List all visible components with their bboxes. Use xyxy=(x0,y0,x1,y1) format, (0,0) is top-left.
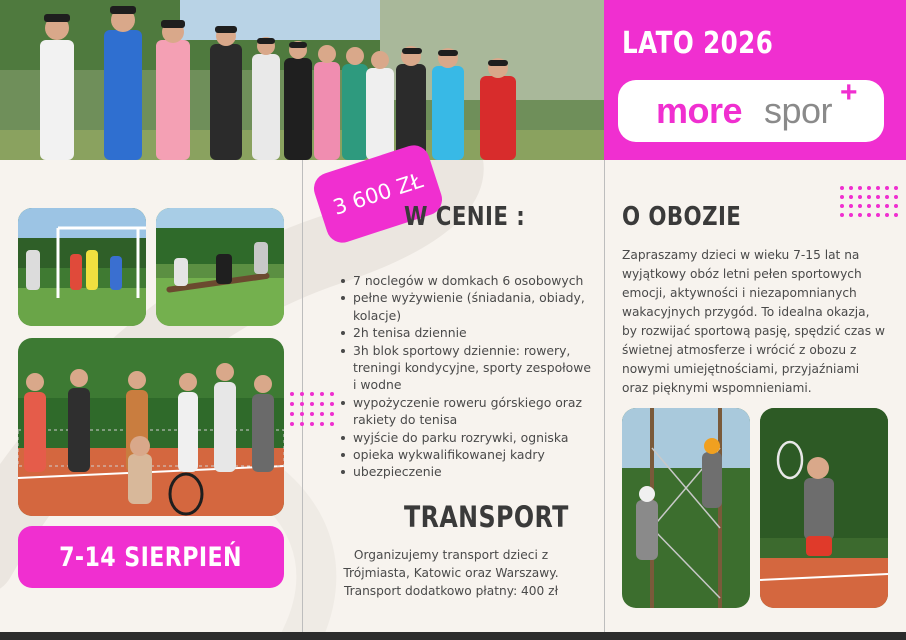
season-title: LATO 2026 xyxy=(622,26,774,61)
decorative-dots-right xyxy=(840,186,898,217)
photo-climbing xyxy=(622,408,750,608)
list-item: pełne wyżywienie (śniadania, obiady, kolacje) xyxy=(336,289,592,324)
list-item: wypożyczenie roweru górskiego oraz rakiety do tenisa xyxy=(336,394,592,429)
group-photo xyxy=(0,0,604,160)
decorative-dots-middle xyxy=(290,392,334,426)
logo-plus-icon: + xyxy=(840,76,858,109)
logo-text-sport: spor xyxy=(764,90,833,131)
camp-dates: 7-14 SIERPIEŃ xyxy=(59,541,243,573)
brand-logo xyxy=(618,76,884,142)
included-list xyxy=(336,272,592,481)
about-description: Zapraszamy dzieci w wieku 7-15 lat na wyjątkowy obóz letni pełen sportowych emocji, aktywności i niezapomnianych wakacyjnych przygód. To idealna okazja, by rozwijać sportową pasję, spędzić czas w świetnej atmosferze i wrócić z obozu z nowymi umiejętnościami, przyjaźniami oraz pięknymi wspomnieniami. xyxy=(622,248,885,395)
transport-description: Organizujemy transport dzieci z Trójmiasta, Katowic oraz Warszawy. Transport dodatkowo płatny: 400 zł xyxy=(343,548,559,598)
column-divider-right xyxy=(604,160,605,632)
about-heading: O OBOZIE xyxy=(622,202,742,232)
list-item: 2h tenisa dziennie xyxy=(336,324,592,341)
photo-football-goal xyxy=(18,208,146,326)
camp-dates-badge xyxy=(18,526,284,588)
list-item: ubezpieczenie xyxy=(336,463,592,480)
photo-tennis-group xyxy=(18,338,284,516)
transport-heading: TRANSPORT xyxy=(404,500,569,534)
price-value: 3 600 ZŁ xyxy=(330,168,426,220)
list-item: 7 noclegów w domkach 6 osobowych xyxy=(336,272,592,289)
header-block xyxy=(604,0,906,160)
bottom-bar xyxy=(0,632,906,640)
photo-seesaw xyxy=(156,208,284,326)
included-heading: W CENIE : xyxy=(404,202,526,232)
logo-text-more: more xyxy=(656,90,743,131)
list-item: wyjście do parku rozrywki, ogniska xyxy=(336,429,592,446)
photo-tennis-boy xyxy=(760,408,888,608)
list-item: opieka wykwalifikowanej kadry xyxy=(336,446,592,463)
list-item: 3h blok sportowy dziennie: rowery, treningi kondycyjne, sporty zespołowe i wodne xyxy=(336,342,592,394)
